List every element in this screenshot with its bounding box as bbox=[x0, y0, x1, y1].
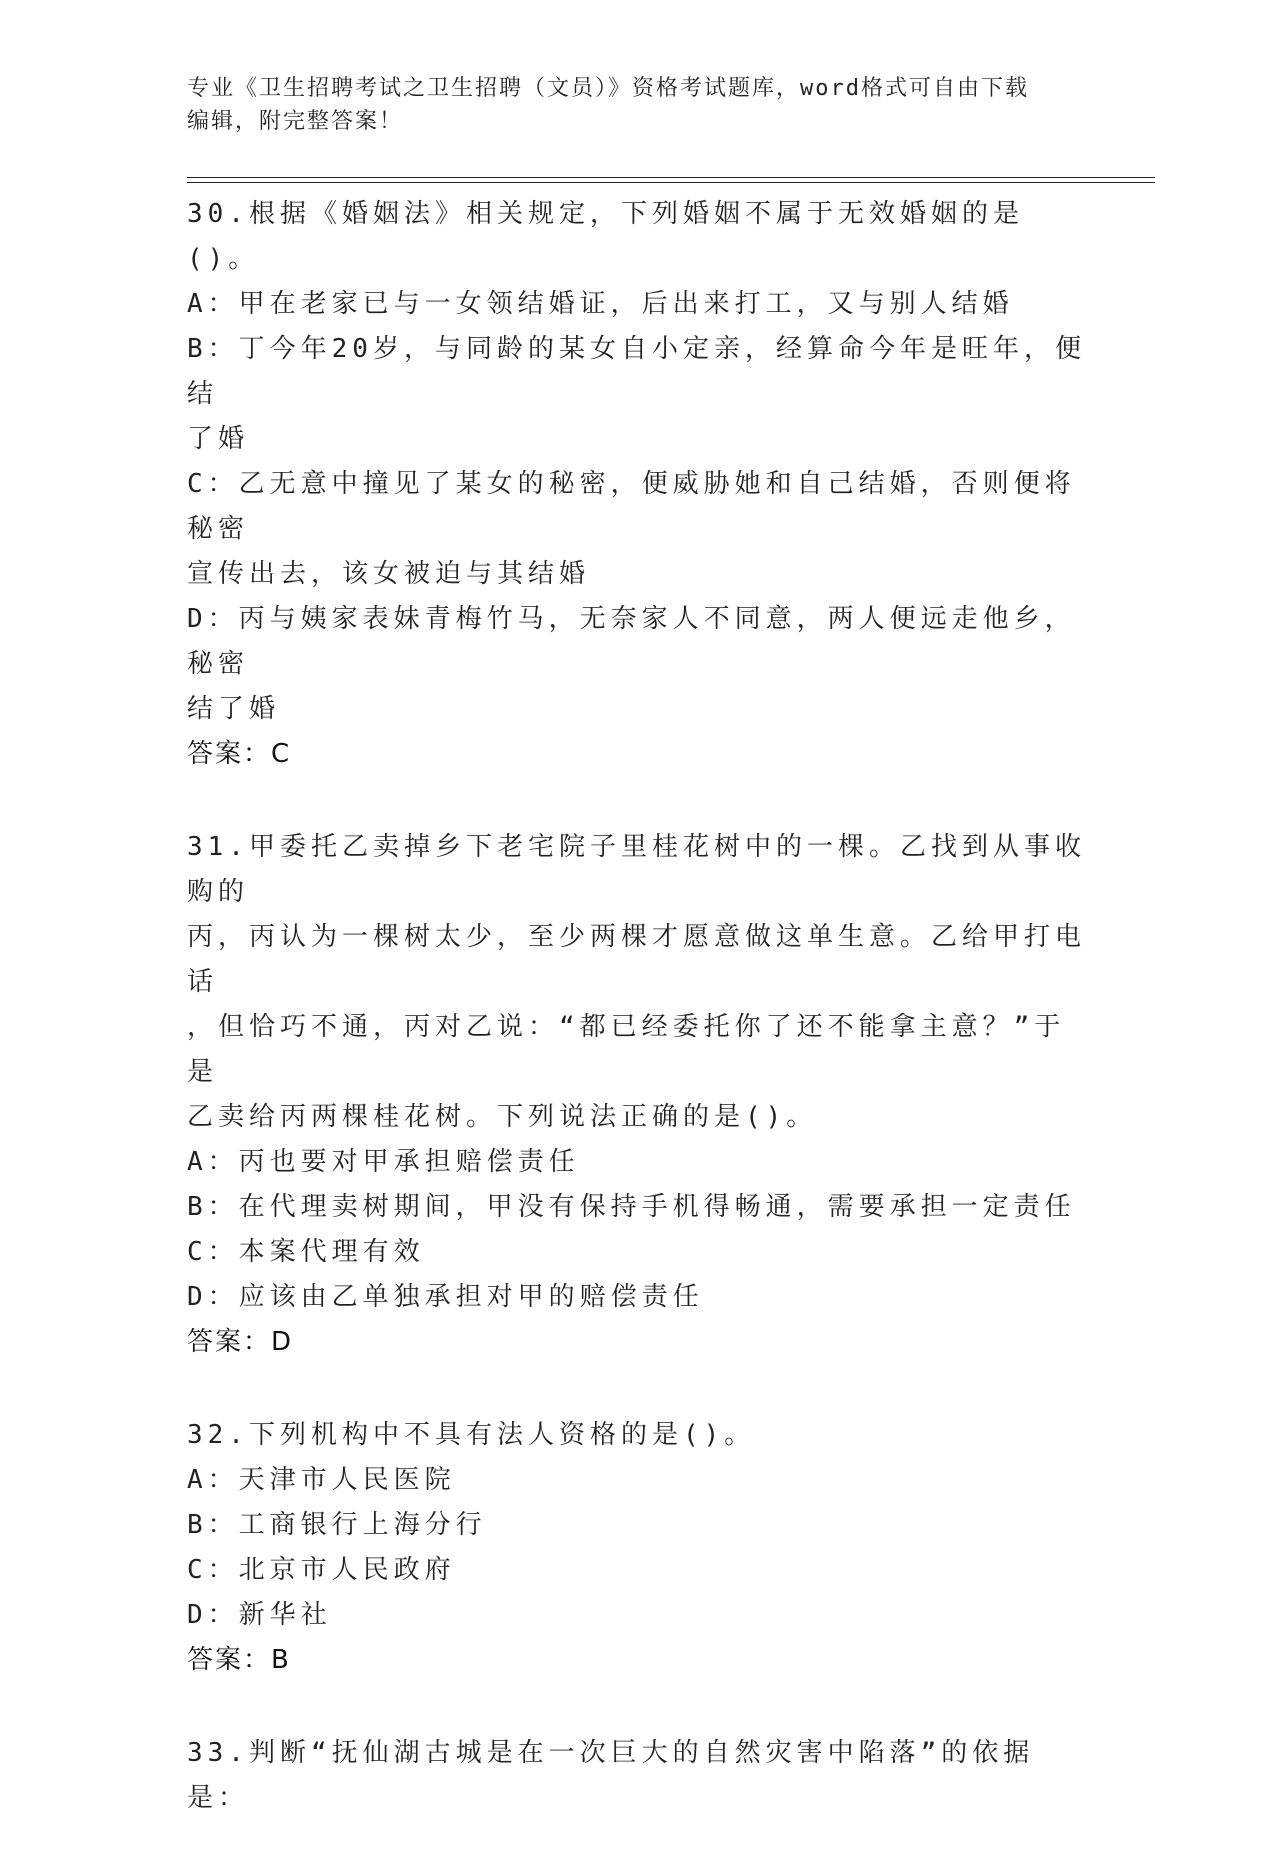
question-list bbox=[187, 192, 1087, 1869]
header-divider-bottom bbox=[187, 182, 1155, 183]
question-text: 乙卖给丙两棵桂花树。下列说法正确的是()。 bbox=[187, 1102, 818, 1132]
answer-option: D：新华社 bbox=[187, 1600, 332, 1630]
answer-option: B：工商银行上海分行 bbox=[187, 1510, 487, 1540]
answer-option: 结了婚 bbox=[187, 694, 281, 724]
document-header bbox=[187, 72, 1067, 138]
answer-option: A：甲在老家已与一女领结婚证，后出来打工，又与别人结婚 bbox=[187, 289, 1014, 319]
answer-option: D：丙与姨家表妹青梅竹马，无奈家人不同意，两人便远走他乡，秘密 bbox=[187, 604, 1076, 679]
answer-option: B：丁今年20岁，与同龄的某女自小定亲，经算命今年是旺年，便结 bbox=[187, 334, 1086, 409]
answer-option: 了婚 bbox=[187, 424, 250, 454]
question-text: 31.甲委托乙卖掉乡下老宅院子里桂花树中的一棵。乙找到从事收购的 bbox=[187, 832, 1086, 907]
question-text: 32.下列机构中不具有法人资格的是()。 bbox=[187, 1420, 756, 1450]
question-block bbox=[187, 825, 1087, 1365]
answer-option: C：北京市人民政府 bbox=[187, 1555, 456, 1585]
answer-option: C：本案代理有效 bbox=[187, 1237, 425, 1267]
answer-option: 宣传出去，该女被迫与其结婚 bbox=[187, 559, 591, 589]
header-line-2: 编辑，附完整答案！ bbox=[187, 109, 404, 134]
answer-option: B：在代理卖树期间，甲没有保持手机得畅通，需要承担一定责任 bbox=[187, 1192, 1076, 1222]
answer-option: D：应该由乙单独承担对甲的赔偿责任 bbox=[187, 1282, 704, 1312]
answer-option: A：丙也要对甲承担赔偿责任 bbox=[187, 1147, 580, 1177]
answer-option: A：天津市人民医院 bbox=[187, 1465, 456, 1495]
question-block bbox=[187, 1413, 1087, 1683]
answer-key: 答案：C bbox=[187, 739, 292, 769]
question-text: 丙，丙认为一棵树太少，至少两棵才愿意做这单生意。乙给甲打电话 bbox=[187, 922, 1087, 997]
question-text: 30.根据《婚姻法》相关规定，下列婚姻不属于无效婚姻的是()。 bbox=[187, 199, 1024, 274]
answer-key: 答案：D bbox=[187, 1327, 294, 1357]
question-block bbox=[187, 192, 1087, 777]
header-divider-top bbox=[187, 177, 1155, 178]
question-text: ，但恰巧不通，丙对乙说：“都已经委托你了还不能拿主意？”于是 bbox=[187, 1012, 1066, 1087]
answer-key: 答案：B bbox=[187, 1645, 291, 1675]
question-text: 33.判断“抚仙湖古城是在一次巨大的自然灾害中陷落”的依据是： bbox=[187, 1738, 1035, 1813]
question-block bbox=[187, 1731, 1087, 1821]
header-line-1: 专业《卫生招聘考试之卫生招聘（文员）》资格考试题库，word格式可自由下载 bbox=[187, 76, 1029, 101]
answer-option: C：乙无意中撞见了某女的秘密，便威胁她和自己结婚，否则便将秘密 bbox=[187, 469, 1076, 544]
